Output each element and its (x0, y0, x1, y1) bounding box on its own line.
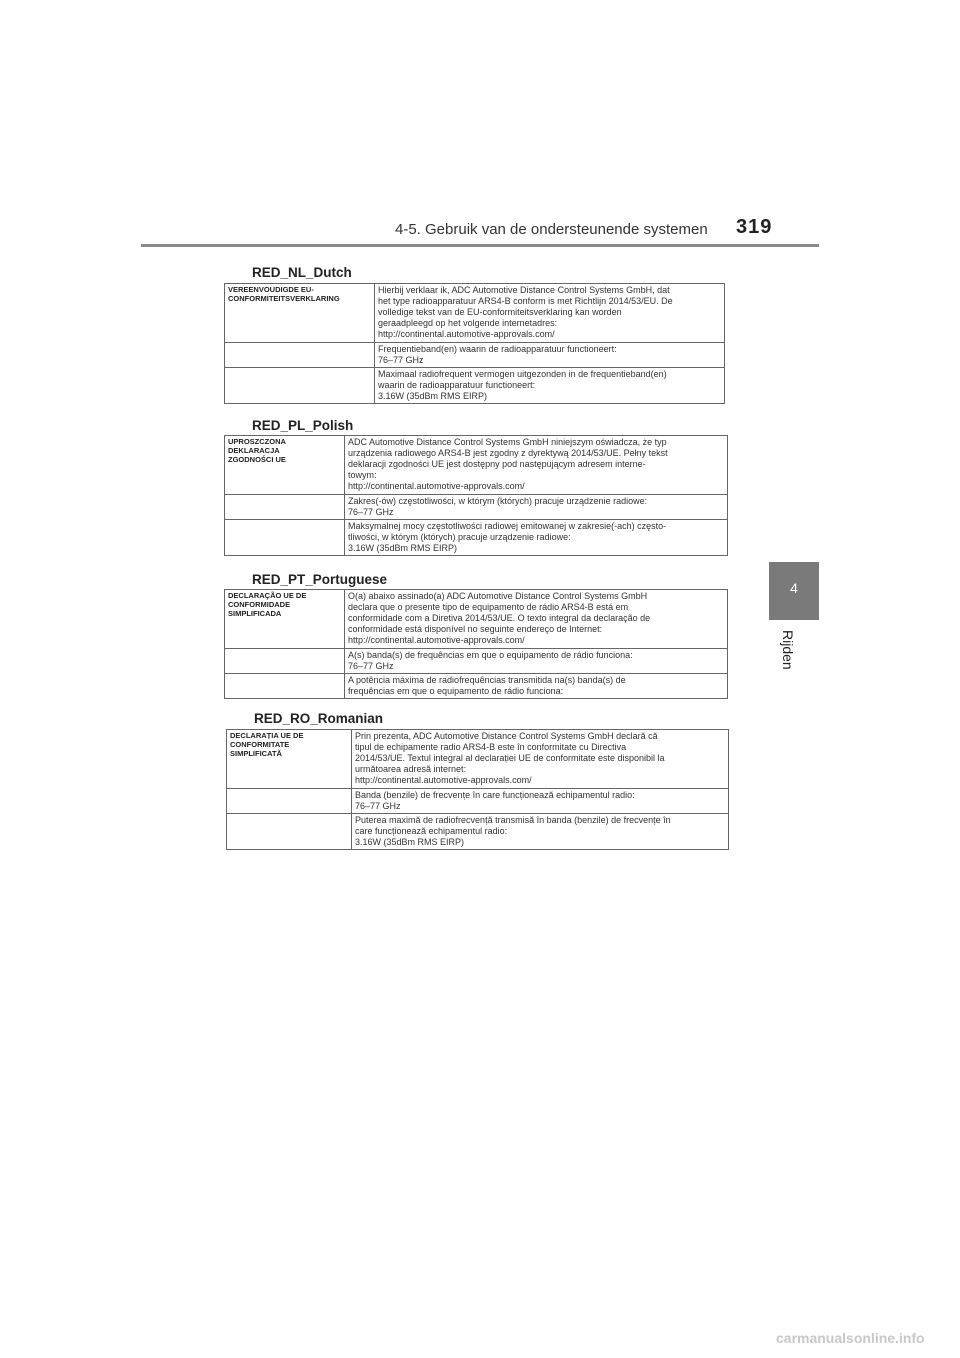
section-title-romanian: RED_RO_Romanian (254, 711, 384, 726)
table-row (225, 436, 728, 495)
table-row (225, 674, 728, 699)
empty-cell (225, 649, 345, 674)
frequency-cell: A(s) banda(s) de frequências em que o equipamento de rádio funciona: 76–77 GHz (345, 649, 728, 674)
power-cell: Maksymalnej mocy częstotliwości radiowej emitowanej w zakresie(-ach) często- tliwości, w którym (których) pracuje urządzenie radiowe: 3.16W (35dBm RMS EIRP) (345, 520, 728, 556)
frequency-cell: Banda (benzile) de frecvențe în care funcționează echipamentul radio: 76–77 GHz (352, 789, 729, 814)
empty-cell (227, 814, 352, 850)
empty-cell (225, 674, 345, 699)
declaration-table-polish (224, 435, 728, 556)
table-row (225, 520, 728, 556)
empty-cell (225, 368, 375, 404)
table-row (225, 368, 725, 404)
empty-cell (225, 343, 375, 368)
frequency-cell: Frequentieband(en) waarin de radioapparatuur functioneert: 76–77 GHz (375, 343, 725, 368)
table-row (227, 730, 729, 789)
chapter-title: 4-5. Gebruik van de ondersteunende systemen (395, 221, 708, 238)
section-title-dutch: RED_NL_Dutch (252, 265, 352, 280)
empty-cell (225, 520, 345, 556)
section-title-polish: RED_PL_Polish (252, 418, 354, 433)
table-row (225, 495, 728, 520)
declaration-table-romanian (226, 729, 729, 850)
table-row (227, 789, 729, 814)
declaration-text-cell: O(a) abaixo assinado(a) ADC Automotive Distance Control Systems GmbH declara que o presente tipo de equipamento de rádio ARS4-B está em conformidade com a Diretiva 2014/53/UE. O texto integral da declaração de conformidade está disponível no seguinte endereço de Internet: http://continental.automotive-approvals.com/ (345, 590, 728, 649)
declaration-text-cell: ADC Automotive Distance Control Systems GmbH niniejszym oświadcza, że typ urządzenia radiowego ARS4-B jest zgodny z dyrektywą 2014/53/UE. Pełny tekst deklaracji zgodności UE jest dostępny pod następującym adresem interne- towym: http://continental.automotive-approvals.com/ (345, 436, 728, 495)
chapter-tab-number: 4 (790, 580, 798, 596)
table-row (227, 814, 729, 850)
chapter-tab[interactable] (769, 562, 819, 620)
table-row (225, 343, 725, 368)
declaration-text-cell: Hierbij verklaar ik, ADC Automotive Distance Control Systems GmbH, dat het type radioapparatuur ARS4-B conform is met Richtlijn 2014/53/EU. De volledige tekst van de EU-conformiteitsverklaring kan worden geraadpleegd op het volgende internetadres: http://continental.automotive-approvals.com/ (375, 284, 725, 343)
table-row (225, 284, 725, 343)
power-cell: Maximaal radiofrequent vermogen uitgezonden in de frequentieband(en) waarin de radioapparatuur functioneert: 3.16W (35dBm RMS EIRP) (375, 368, 725, 404)
watermark: carmanualsonline.info (776, 1330, 925, 1346)
declaration-label-cell: DECLARAÇÃO UE DE CONFORMIDADE SIMPLIFICADA (225, 590, 345, 649)
declaration-table-portuguese (224, 589, 728, 699)
header-rule (141, 244, 819, 247)
empty-cell (227, 789, 352, 814)
declaration-label-cell: UPROSZCZONA DEKLARACJA ZGODNOŚCI UE (225, 436, 345, 495)
chapter-tab-label: Rijden (780, 630, 796, 670)
declaration-table-dutch (224, 283, 725, 404)
page-number: 319 (736, 216, 773, 238)
frequency-cell: Zakres(-ów) częstotliwości, w którym (których) pracuje urządzenie radiowe: 76–77 GHz (345, 495, 728, 520)
declaration-text-cell: Prin prezenta, ADC Automotive Distance Control Systems GmbH declară că tipul de echipamente radio ARS4-B este în conformitate cu Directiva 2014/53/UE. Textul integral al declarației UE de conformitate este disponibil la următoarea adresă internet: http://continental.automotive-approvals.com/ (352, 730, 729, 789)
declaration-label-cell: VEREENVOUDIGDE EU- CONFORMITEITSVERKLARING (225, 284, 375, 343)
power-cell: Puterea maximă de radiofrecvență transmisă în banda (benzile) de frecvențe în care funcționează echipamentul radio: 3.16W (35dBm RMS EIRP) (352, 814, 729, 850)
table-row (225, 590, 728, 649)
power-cell: A potência máxima de radiofrequências transmitida na(s) banda(s) de frequências em que o equipamento de rádio funciona: (345, 674, 728, 699)
table-row (225, 649, 728, 674)
empty-cell (225, 495, 345, 520)
section-title-portuguese: RED_PT_Portuguese (252, 572, 388, 587)
declaration-label-cell: DECLARAȚIA UE DE CONFORMITATE SIMPLIFICATĂ (227, 730, 352, 789)
